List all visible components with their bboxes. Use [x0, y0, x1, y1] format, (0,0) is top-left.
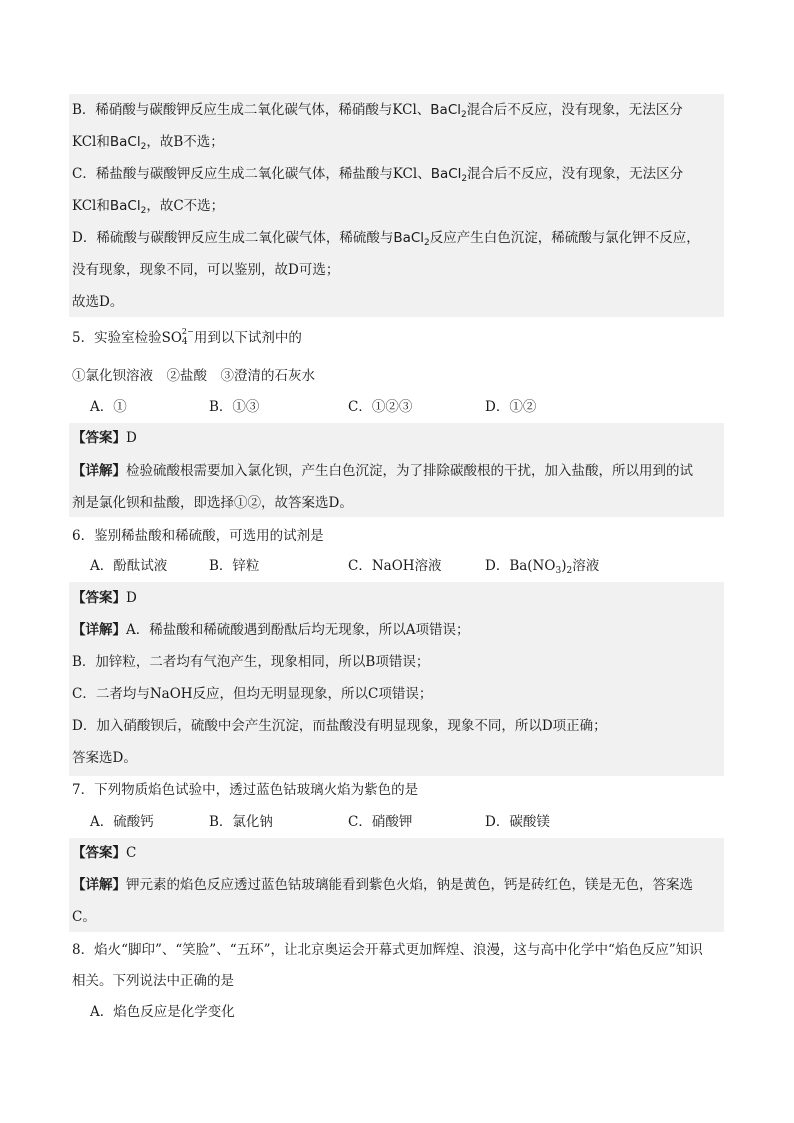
question-7-detail-1: 【详解】钾元素的焰色反应透过蓝色钴玻璃能看到紫色火焰，钠是黄色，钙是砖红色，镁是无色，答案选 [72, 877, 693, 893]
formula-bacl2: BaCl$_2$ [109, 134, 147, 152]
question-6-option-b[interactable]: B．锌粒 [209, 558, 260, 574]
solution-line-b2 [72, 132, 224, 154]
question-8-stem-2: 相关。下列说法中正确的是 [72, 973, 234, 989]
question-5-option-b[interactable]: B．①③ [209, 399, 260, 415]
text: ，故C不选； [146, 198, 225, 214]
solution-block-q6 [69, 582, 724, 776]
solution-line-c1 [72, 164, 683, 186]
text: 反应产生白色沉淀，稀硫酸与氯化钾不反应， [429, 230, 700, 246]
question-6-detail-5: 答案选D。 [72, 750, 137, 766]
question-6-detail-4: D．加入硝酸钡后，硫酸中会产生沉淀，而盐酸没有明显现象，现象不同，所以D项正确； [72, 718, 607, 734]
solution-conclusion: 故选D。 [72, 294, 124, 310]
question-7-option-d[interactable]: D．碳酸镁 [485, 814, 550, 830]
question-7-option-a[interactable]: A．硫酸钙 [90, 814, 154, 830]
solution-line-d2: 没有现象，现象不同，可以鉴别，故D可选； [72, 262, 340, 278]
question-6-option-d[interactable]: D．$Ba(NO_3)_2$溶液 [485, 558, 600, 576]
solution-line-c2 [72, 196, 224, 218]
text: KCl和 [72, 134, 110, 150]
question-5-option-c[interactable]: C．①②③ [348, 399, 413, 415]
question-7-option-c[interactable]: C．硝酸钾 [348, 814, 413, 830]
question-5-reagents: ①氯化钡溶液 ②盐酸 ③澄清的石灰水 [72, 368, 315, 384]
question-6-option-c[interactable]: C．NaOH溶液 [348, 558, 442, 574]
question-6-option-a[interactable]: A．酚酞试液 [90, 558, 168, 574]
formula-bacl2: BaCl$_2$ [109, 198, 147, 216]
ion-charge: 2− 4 [181, 327, 194, 347]
question-8-stem-1: 8．焰火“脚印”、“笑脸”、“五环”，让北京奥运会开幕式更加辉煌、浪漫，这与高中化学中“焰色反应”知识 [72, 942, 703, 958]
question-5-option-d[interactable]: D．①② [485, 399, 537, 415]
question-5-answer: 【答案】D [72, 430, 137, 446]
question-7-detail-2: C。 [72, 909, 96, 925]
question-5-detail-1: 【详解】检验硫酸根需要加入氯化钡，产生白色沉淀，为了排除碳酸根的干扰，加入盐酸，所以用到的试 [72, 463, 693, 479]
text: ，故B不选； [146, 134, 224, 150]
text: 混合后不反应，没有现象，无法区分 [466, 102, 683, 118]
question-7-answer: 【答案】C [72, 845, 137, 861]
formula-bacl2: BaCl$_2$ [430, 166, 468, 184]
question-6-detail-1: 【详解】A．稀盐酸和稀硫酸遇到酚酞后均无现象，所以A项错误； [72, 622, 470, 638]
text: B．稀硝酸与碳酸钾反应生成二氧化碳气体，稀硝酸与KCl、 [72, 102, 431, 118]
question-6-detail-3: C．二者均与NaOH反应，但均无明显现象，所以C项错误； [72, 686, 433, 702]
solution-line-b1 [72, 100, 683, 122]
question-8-option-a[interactable]: A．焰色反应是化学变化 [90, 1004, 235, 1020]
formula-bacl2: BaCl$_2$ [393, 230, 430, 248]
question-6-stem: 6．鉴别稀盐酸和稀硫酸，可选用的试剂是 [72, 528, 324, 544]
question-6-detail-2: B．加锌粒，二者均有气泡产生，现象相同，所以B项错误； [72, 654, 430, 670]
question-6-answer: 【答案】D [72, 590, 137, 606]
solution-line-d1 [72, 228, 700, 250]
question-7-stem: 7．下列物质焰色试验中，透过蓝色钴玻璃火焰为紫色的是 [72, 782, 419, 798]
question-5-detail-2: 剂是氯化钡和盐酸，即选择①②，故答案选D。 [72, 495, 353, 511]
text: 混合后不反应，没有现象，无法区分 [467, 166, 684, 182]
question-7-option-b[interactable]: B．氯化钠 [209, 814, 273, 830]
question-5-option-a[interactable]: A．① [90, 399, 127, 415]
text: D．稀硫酸与碳酸钾反应生成二氧化碳气体，稀硫酸与 [72, 230, 394, 246]
question-5-stem: 5．实验室检验SO 2− 4 用到以下试剂中的 [72, 327, 302, 347]
text: KCl和 [72, 198, 110, 214]
text: C．稀盐酸与碳酸钾反应生成二氧化碳气体，稀盐酸与KCl、 [72, 166, 431, 182]
formula-bacl2: BaCl$_2$ [430, 102, 467, 120]
